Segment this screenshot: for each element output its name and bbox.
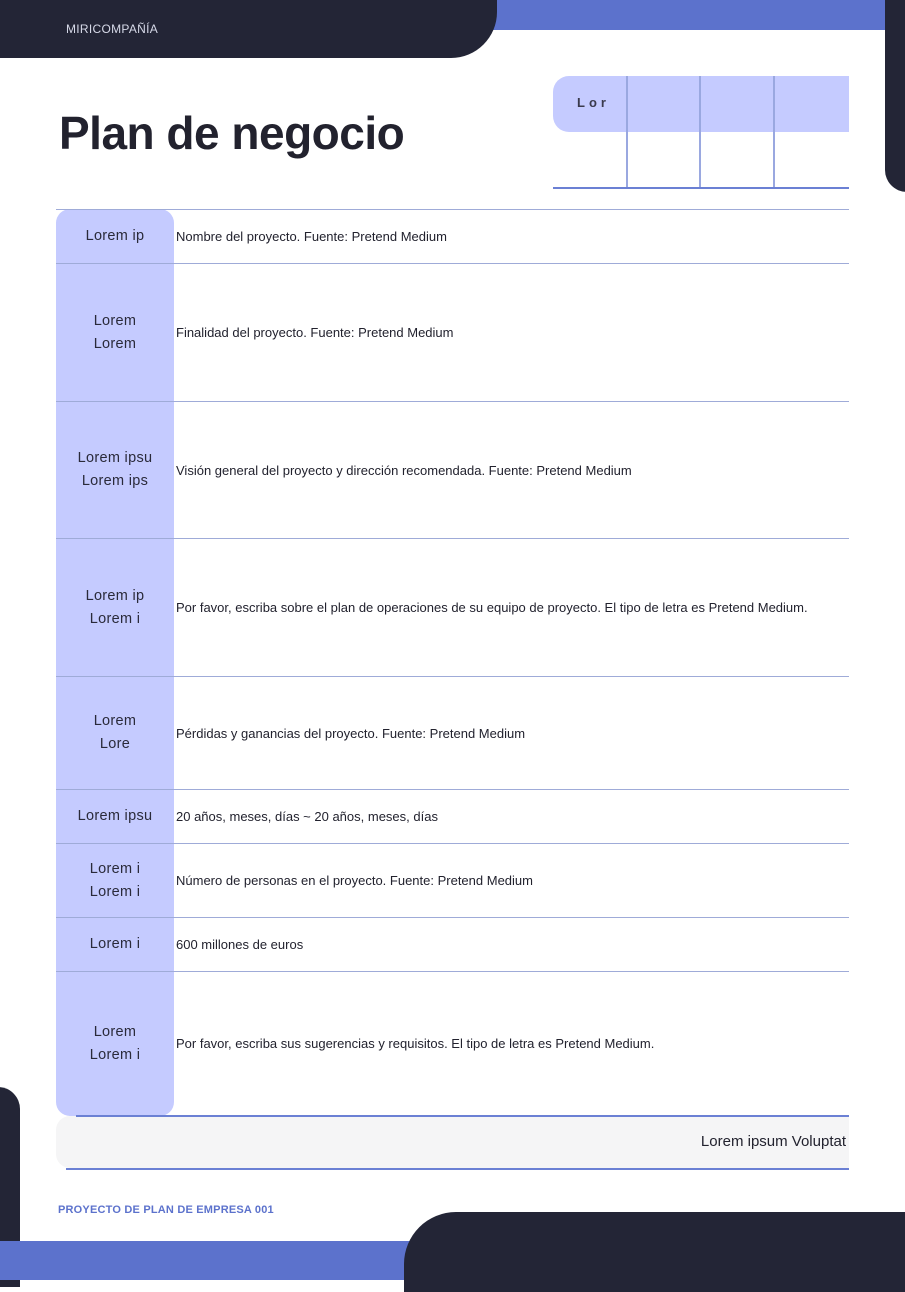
table-row: [56, 917, 849, 971]
right-edge-shape: [885, 0, 905, 192]
table-row: [56, 676, 849, 789]
stamp-divider: [699, 76, 701, 188]
company-name: MIRICOMPAÑÍA: [66, 22, 159, 36]
footer-dark-shape: [404, 1212, 905, 1292]
row-label: Lorem ipsu Lorem ips: [77, 450, 153, 489]
row-value[interactable]: 600 millones de euros: [176, 937, 304, 952]
row-value[interactable]: Número de personas en el proyecto. Fuente: Pretend Medium: [176, 873, 533, 888]
row-label: Lorem Lorem i: [89, 1023, 141, 1063]
footer-accent-shape: [0, 1241, 460, 1280]
row-value[interactable]: Por favor, escriba sobre el plan de operaciones de su equipo de proyecto. El tipo de letra es Pretend Medium.: [176, 600, 808, 615]
table-row: [56, 263, 849, 401]
stamp-label: Lor: [577, 95, 610, 110]
row-value[interactable]: Visión general del proyecto y dirección recomendada. Fuente: Pretend Medium: [176, 462, 632, 478]
row-value[interactable]: Pérdidas y ganancias del proyecto. Fuente: Pretend Medium: [176, 725, 526, 741]
plan-info-table: [56, 209, 849, 1115]
signature-bottom-rule: [66, 1168, 849, 1170]
stamp-divider: [626, 76, 628, 188]
row-value[interactable]: Por favor, escriba sus sugerencias y requisitos. El tipo de letra es Pretend Medium.: [176, 1036, 655, 1051]
row-label: Lorem ipsu: [77, 808, 153, 824]
page-title: Plan de negocio: [59, 107, 405, 159]
row-label: Lorem ip: [85, 228, 145, 244]
signature-top-rule: [76, 1115, 849, 1117]
footer-document-id: PROYECTO DE PLAN DE EMPRESA 001: [58, 1204, 274, 1216]
row-label: Lorem i: [89, 936, 141, 952]
table-row: [56, 401, 849, 538]
stamp-divider: [773, 76, 775, 188]
signature-text: Lorem ipsum Voluptat: [700, 1133, 846, 1150]
table-row: [56, 971, 849, 1115]
table-row: [56, 209, 849, 263]
table-row: [56, 843, 849, 917]
approval-stamp-grid: [553, 76, 849, 189]
row-label: Lorem ip Lorem i: [85, 587, 145, 627]
row-value[interactable]: Finalidad del proyecto. Fuente: Pretend Medium: [176, 325, 454, 340]
table-row: [56, 789, 849, 843]
row-value[interactable]: 20 años, meses, días ~ 20 años, meses, días: [176, 809, 438, 824]
table-row: [56, 538, 849, 676]
row-label: Lorem Lorem: [93, 312, 137, 352]
row-value[interactable]: Nombre del proyecto. Fuente: Pretend Medium: [176, 229, 447, 244]
stamp-bottom-rule: [553, 187, 849, 189]
row-label: Lorem Lore: [93, 713, 137, 752]
row-label: Lorem i Lorem i: [89, 860, 141, 900]
